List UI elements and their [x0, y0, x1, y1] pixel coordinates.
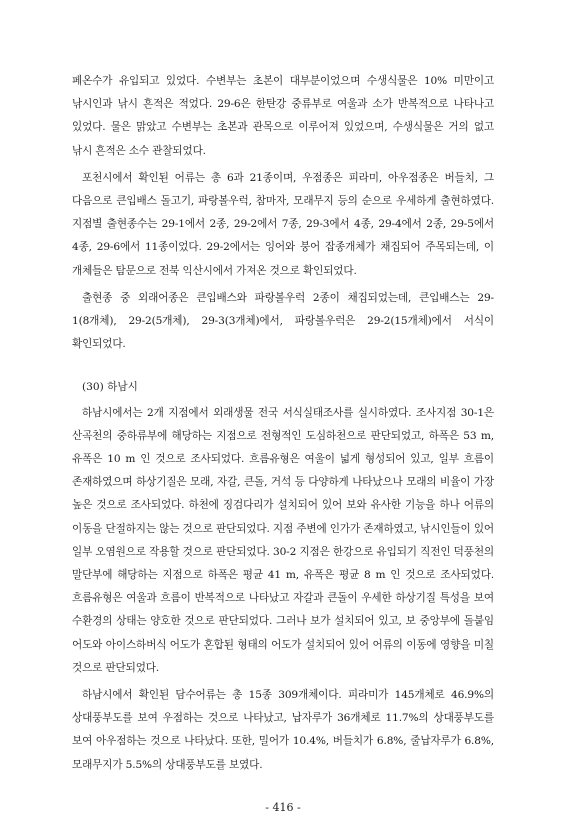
body-paragraph: 출현종 중 외래어종은 큰입배스와 파랑볼우럭 2종이 채집되었는데, 큰입배스는 29-1(8개체), 29-2(5개체), 29-3(3개체)에서, 파랑볼우럭은 29-2(15개체)에서 서식이 확인되었다.: [72, 291, 494, 351]
body-paragraph: 포천시에서 확인된 어류는 총 6과 21종이며, 우점종은 피라미, 아우점종은 버들치, 그 다음으로 큰입배스 돌고기, 파랑볼우럭, 참마자, 모래무지 등의 순으로 우세하게 출현하였다. 지점별 출현종수는 29-1에서 2종, 29-2에서 7종, 29-3에서 4종, 29-4에서 2종, 29-5에서 4종, 29-6에서 11종이었다. 29-2에서는 잉어와 붕어 잡종개체가 채집되어 주목되는데, 이 개체들은 탐문으로 전북 익산시에서 가져온 것으로 확인되었다.: [72, 171, 494, 277]
body-paragraph: 페온수가 유입되고 있었다. 수변부는 초본이 대부분이었으며 수생식물은 10% 미만이고 낚시인과 낚시 흔적은 적었다. 29-6은 한탄강 중류부로 여울과 소가 반복적으로 나타나고 있었다. 물은 맑았고 수변부는 초본과 관목으로 이루어져 있었으며, 수생식물은 거의 없고 낚시 흔적은 소수 관찰되었다.: [72, 75, 494, 157]
body-paragraph: 하남시에서는 2개 지점에서 외래생물 전국 서식실태조사를 실시하였다. 조사지점 30-1은 산곡천의 중하류부에 해당하는 지점으로 전형적인 도심하천으로 판단되었고, 하폭은 53 m, 유폭은 10 m 인 것으로 조사되었다. 흐름유형은 여울이 넓게 형성되어 있고, 일부 흐름이 존재하였으며 하상기질은 모래, 자갈, 큰돌, 거석 등 다양하게 나타났으나 모래의 비율이 가장 높은 것으로 조사되었다. 하천에 징검다리가 설치되어 있어 보와 유사한 기능을 하나 어류의 이동을 단절하지는 않는 것으로 판단되었다. 지점 주변에 인가가 존재하였고, 낚시인들이 있어 일부 오염원으로 작용할 것으로 판단되었다. 30-2 지점은 한강으로 유입되기 직전인 덕풍천의 말단부에 해당하는 지점으로 하폭은 평균 41 m, 유폭은 평균 8 m 인 것으로 조사되었다. 흐름유형은 여울과 흐름이 반복적으로 나타났고 자갈과 큰돌이 우세한 하상기질 특성을 보여 수환경의 상태는 양호한 것으로 판단되었다. 그러나 보가 설치되어 있고, 보 중앙부에 돌붙임 어도와 아이스하버식 어도가 혼합된 형태의 어도가 설치되어 있어 어류의 이동에 영향을 미칠 것으로 판단되었다.: [72, 406, 494, 674]
page-body: [72, 70, 494, 781]
section-heading: (30) 하남시: [82, 381, 138, 394]
page-number: - 416 -: [265, 801, 301, 814]
body-paragraph: 하남시에서 확인된 담수어류는 총 15종 309개체이다. 피라미가 145개체로 46.9%의 상대풍부도를 보여 우점하는 것으로 나타났고, 납자루가 36개체로 11.7%의 상대풍부도를 보여 아우점하는 것으로 나타났다. 또한, 밀어가 10.4%, 버들치가 6.8%, 줄납자루가 6.8%, 모래무지가 5.5%의 상대풍부도를 보였다.: [72, 689, 494, 771]
